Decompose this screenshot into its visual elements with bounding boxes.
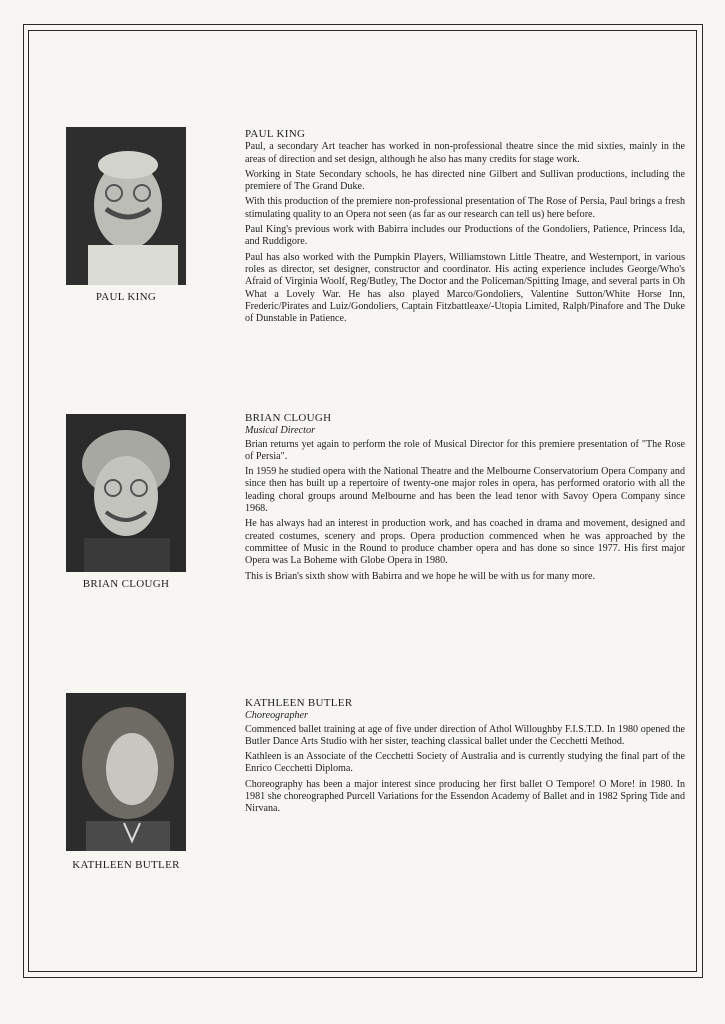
bio-paragraph: Paul has also worked with the Pumpkin Players, Williamstown Little Theatre, and Westernport, in various roles as director, set designer, constructor and coordinator. His acting experience includes George/Who's Afraid of Virginia Woolf, Reg/Butley, The Doctor and the Policeman/Spitting Image, and several parts in Oh What a Lovely War. He has also played Marco/Gondoliers, Valentine Sutton/White Horse Inn, Frederic/Pirates and Luiz/Gondoliers, Captain Fitzbattleaxe/-Utopia Limited, Ralph/Pinafore and The Duke of Dunstable in Patience. bbox=[245, 251, 685, 325]
bio-name: PAUL KING bbox=[245, 128, 306, 140]
bio-paragraph: Commenced ballet training at age of five under direction of Athol Willoughby F.I.S.T.D. In 1980 opened the Butler Dance Arts Studio with her sister, teaching classical ballet under the Cecchetti Method. bbox=[245, 723, 685, 747]
bio-role: Choreographer bbox=[245, 710, 309, 722]
bio-paragraph: In 1959 he studied opera with the National Theatre and the Melbourne Conservatorium Opera Company and since then has built up a repertoire of twenty-one major roles in opera, has performed oratorio with all the leading choral groups around Melbourne and has been the lead tenor with Savoy Opera Company since 1968. bbox=[245, 466, 685, 515]
caption-paul-king: PAUL KING bbox=[95, 291, 157, 303]
bio-text-brian-clough bbox=[245, 412, 685, 586]
photo-paul-king bbox=[66, 127, 186, 285]
bio-paragraph: Choreography has been a major interest since producing her first ballet O Tempore! O More! in 1980. In 1981 she choreographed Purcell Variations for the Essendon Academy of Ballet and in 1982 Spring Tide and Nirvana. bbox=[245, 778, 685, 815]
bio-paragraph: He has always had an interest in production work, and has coached in drama and movement, designed and created costumes, scenery and props. Opera production commenced when he was approached by the committee of Music in the Round to produce chamber opera and has done so since 1977. His first major Opera was La Boheme with Globe Opera in 1980. bbox=[245, 518, 685, 567]
photo-kathleen-butler bbox=[66, 693, 186, 851]
bio-role: Musical Director bbox=[245, 425, 316, 437]
caption-kathleen-butler: KATHLEEN BUTLER bbox=[72, 859, 180, 871]
caption-brian-clough: BRIAN CLOUGH bbox=[82, 578, 170, 590]
portrait-photo-icon bbox=[66, 127, 186, 285]
bio-paragraph: Paul, a secondary Art teacher has worked in non-professional theatre since the mid sixties, mainly in the areas of direction and set design, although he also has many credits for stage work. bbox=[245, 141, 685, 165]
bio-text-paul-king bbox=[245, 128, 685, 328]
bio-text-kathleen-butler bbox=[245, 697, 685, 819]
bio-paragraph: This is Brian's sixth show with Babirra and we hope he will be with us for many more. bbox=[245, 570, 595, 582]
bio-paragraph: Working in State Secondary schools, he has directed nine Gilbert and Sullivan productions, including the premiere of The Grand Duke. bbox=[245, 168, 685, 193]
bio-paragraph: Paul King's previous work with Babirra includes our Productions of the Gondoliers, Patience, Princess Ida, and Ruddigore. bbox=[245, 224, 685, 248]
bio-paragraph: Kathleen is an Associate of the Cecchetti Society of Australia and is currently studying the final part of the Enrico Cecchetti Diploma. bbox=[245, 751, 685, 775]
bio-name: BRIAN CLOUGH bbox=[245, 412, 332, 424]
bio-name: KATHLEEN BUTLER bbox=[245, 697, 353, 709]
portrait-photo-icon bbox=[66, 693, 186, 851]
photo-brian-clough bbox=[66, 414, 186, 572]
bio-paragraph: With this production of the premiere non-professional presentation of The Rose of Persia, Paul brings a fresh stimulating quality to an Opera not seen (as far as our research can tell us) here before. bbox=[245, 196, 685, 220]
portrait-photo-icon bbox=[66, 414, 186, 572]
bio-paragraph: Brian returns yet again to perform the role of Musical Director for this premiere presentation of "The Rose of Persia". bbox=[245, 438, 685, 462]
